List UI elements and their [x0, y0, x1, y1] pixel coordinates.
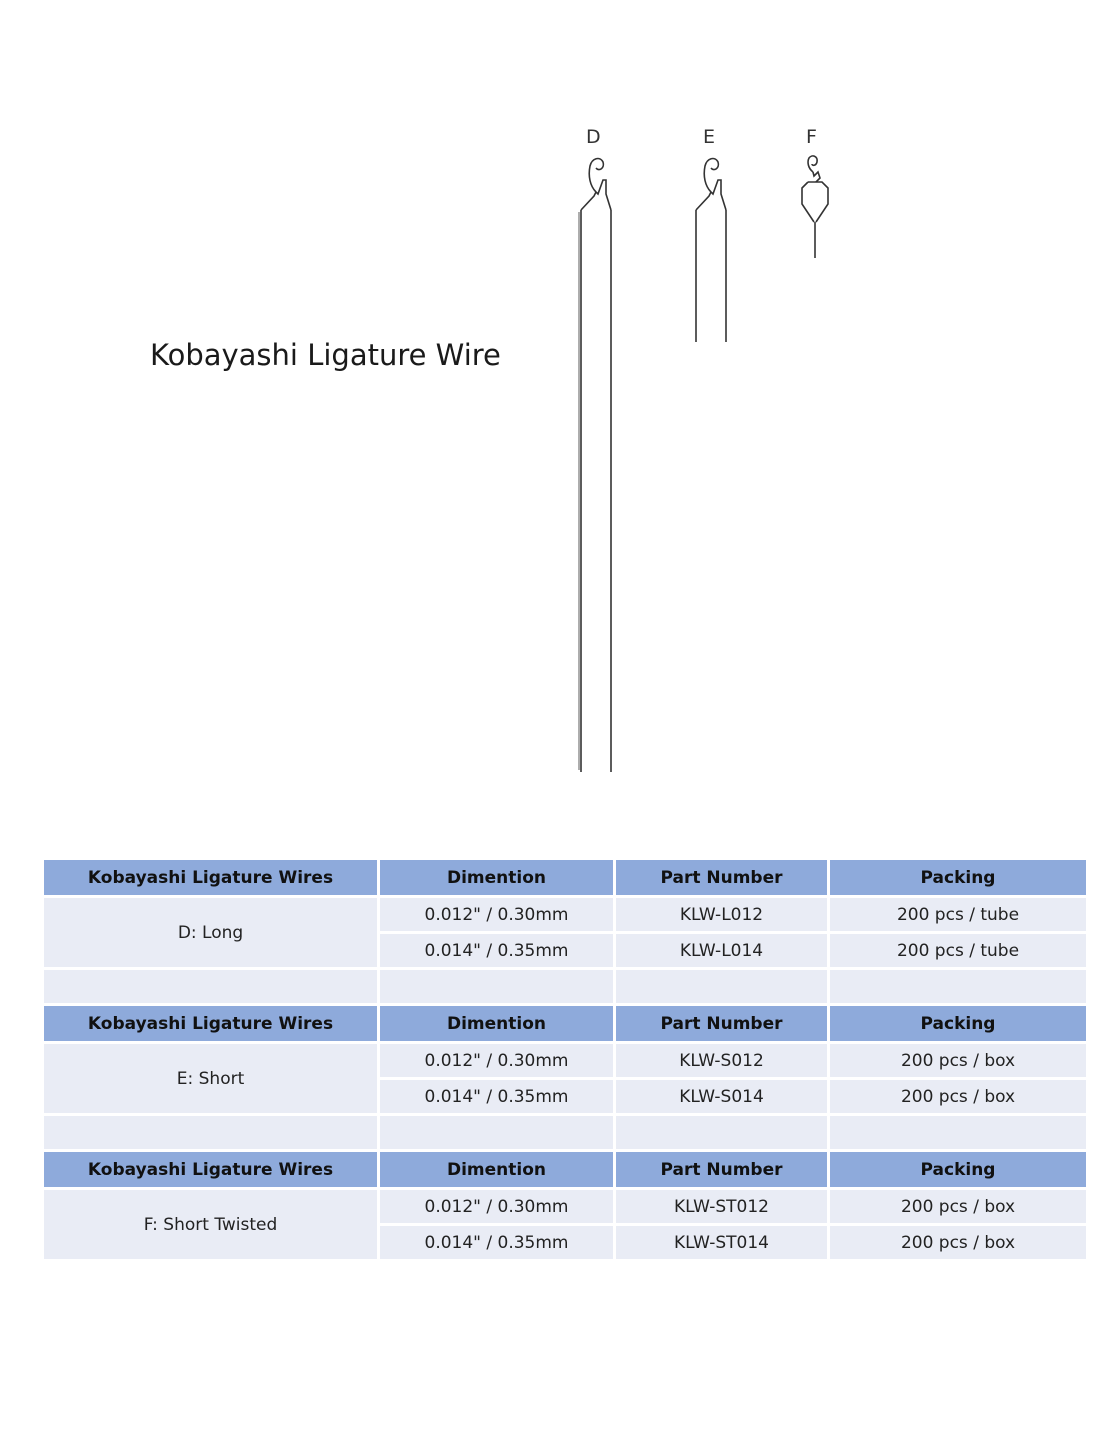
empty-cell [380, 970, 613, 1003]
empty-cell [616, 1116, 827, 1149]
header-packing: Packing [830, 1006, 1086, 1041]
dimension-cell: 0.012" / 0.30mm [380, 898, 613, 931]
header-dimension: Dimention [380, 1152, 613, 1187]
product-cell: F: Short Twisted [44, 1190, 377, 1259]
header-part-number: Part Number [616, 1152, 827, 1187]
header-dimension: Dimention [380, 1006, 613, 1041]
spec-table [41, 857, 1089, 1262]
dimension-cell: 0.014" / 0.35mm [380, 1080, 613, 1113]
product-cell: D: Long [44, 898, 377, 967]
figure-label-d: D [586, 126, 601, 148]
part-number-cell: KLW-ST012 [616, 1190, 827, 1223]
dimension-cell: 0.014" / 0.35mm [380, 934, 613, 967]
header-product: Kobayashi Ligature Wires [44, 1006, 377, 1041]
dimension-cell: 0.012" / 0.30mm [380, 1190, 613, 1223]
part-number-cell: KLW-S012 [616, 1044, 827, 1077]
empty-cell [830, 1116, 1086, 1149]
header-product: Kobayashi Ligature Wires [44, 1152, 377, 1187]
table-header-row [44, 860, 1086, 895]
header-packing: Packing [830, 860, 1086, 895]
packing-cell: 200 pcs / box [830, 1226, 1086, 1259]
packing-cell: 200 pcs / tube [830, 898, 1086, 931]
table-header-row [44, 1152, 1086, 1187]
part-number-cell: KLW-S014 [616, 1080, 827, 1113]
table-row [44, 898, 1086, 931]
packing-cell: 200 pcs / box [830, 1080, 1086, 1113]
part-number-cell: KLW-L012 [616, 898, 827, 931]
part-number-cell: KLW-L014 [616, 934, 827, 967]
header-dimension: Dimention [380, 860, 613, 895]
wire-figure-d [579, 126, 611, 772]
dimension-cell: 0.012" / 0.30mm [380, 1044, 613, 1077]
packing-cell: 200 pcs / box [830, 1190, 1086, 1223]
table-spacer-row [44, 970, 1086, 1003]
product-cell: E: Short [44, 1044, 377, 1113]
header-part-number: Part Number [616, 1006, 827, 1041]
header-part-number: Part Number [616, 860, 827, 895]
empty-cell [44, 970, 377, 1003]
header-packing: Packing [830, 1152, 1086, 1187]
figure-label-e: E [703, 126, 716, 148]
header-product: Kobayashi Ligature Wires [44, 860, 377, 895]
table-row [44, 1044, 1086, 1077]
dimension-cell: 0.014" / 0.35mm [380, 1226, 613, 1259]
page-title: Kobayashi Ligature Wire [150, 338, 501, 372]
empty-cell [616, 970, 827, 1003]
empty-cell [380, 1116, 613, 1149]
table-spacer-row [44, 1116, 1086, 1149]
packing-cell: 200 pcs / box [830, 1044, 1086, 1077]
figure-label-f: F [806, 126, 817, 148]
table-row [44, 1190, 1086, 1223]
wire-figure-f [802, 126, 828, 258]
wire-figure-e [696, 126, 726, 342]
empty-cell [830, 970, 1086, 1003]
packing-cell: 200 pcs / tube [830, 934, 1086, 967]
empty-cell [44, 1116, 377, 1149]
table-header-row [44, 1006, 1086, 1041]
part-number-cell: KLW-ST014 [616, 1226, 827, 1259]
